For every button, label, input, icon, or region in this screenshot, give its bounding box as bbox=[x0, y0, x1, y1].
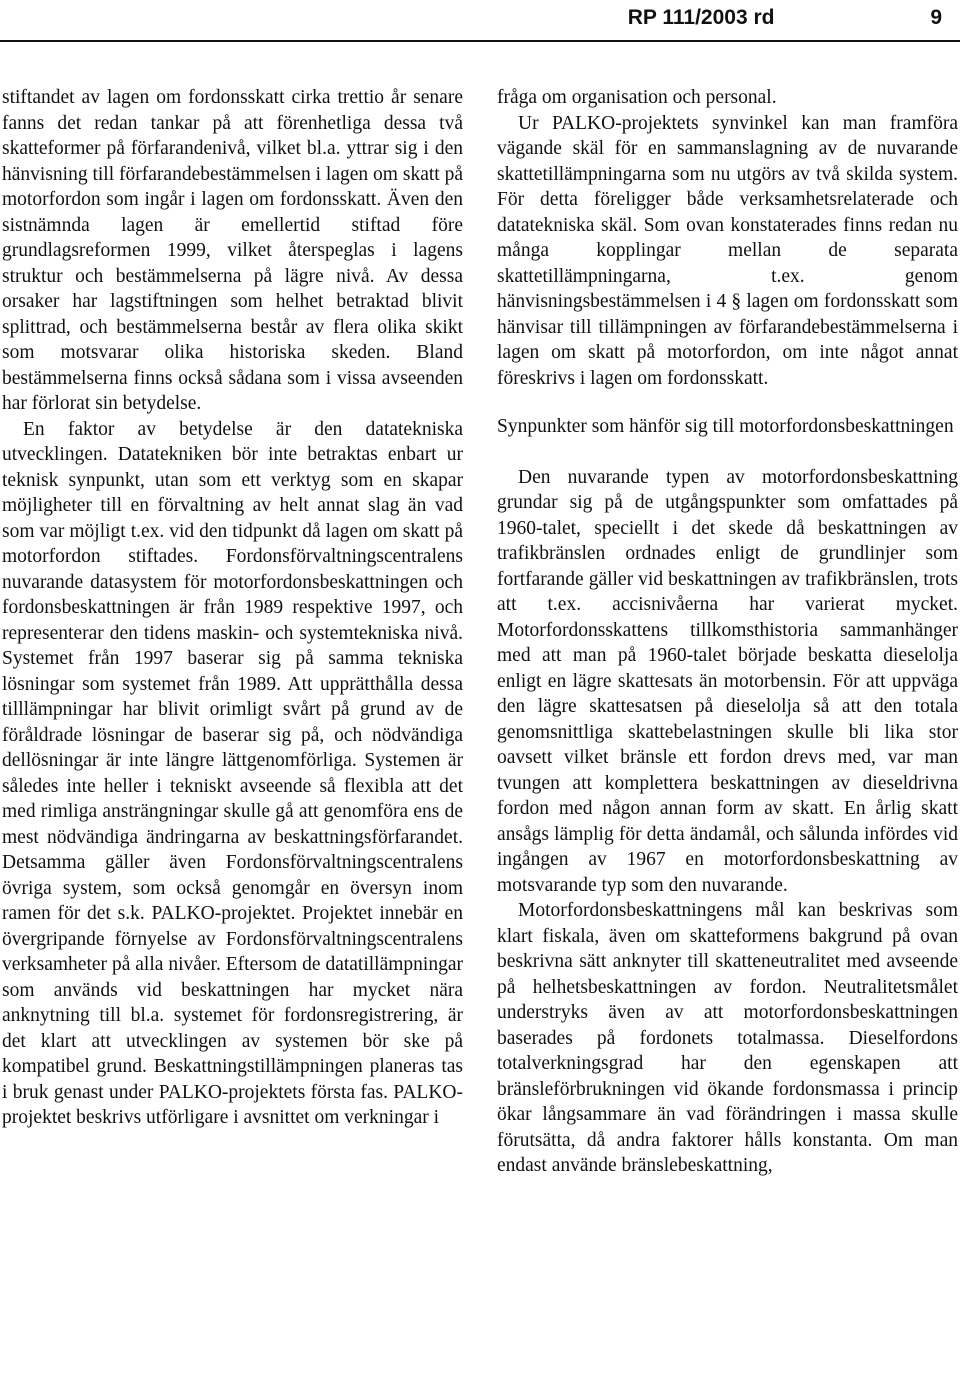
right-column bbox=[497, 85, 958, 1179]
page-number: 9 bbox=[930, 6, 942, 29]
body-paragraph: fråga om organisation och personal. bbox=[497, 87, 777, 108]
header-divider bbox=[0, 40, 960, 42]
document-id: RP 111/2003 rd bbox=[627, 6, 775, 29]
body-paragraph: En faktor av betydelse är den datatekniska utvecklingen. Datatekniken bör inte betraktas enbart ur teknisk synpunkt, utan som ett verktyg som en skapar möjligheter till en förvaltning av helt annat slag än vad som var möjligt t.ex. vid den tidpunkt då lagen om skatt på motorfordon stiftades. Fordonsförvaltningscentralens nuvarande datasystem för motorfordonsbeskattningen och fordonsbeskattningen är från 1989 respektive 1997, och representerar den tidens maskin- och systemtekniska nivå. Systemet från 1997 baserar sig på samma tekniska lösningar som systemet från 1989. Att upprätthålla dessa tilllämpningar har blivit orimligt svårt på grund av de föråldrade lösningar de baserar sig på, och nödvändiga dellösningar är inte längre lättgenomförliga. Systemen är således inte heller i tekniskt avseende så flexibla att det med rimliga ansträngningar skulle gå att genomföra ens de mest nödvändiga ändringarna av beskattningsförfarandet. Detsamma gäller även Fordonsförvaltningscentralens övriga system, som också genomgår en översyn inom ramen för det s.k. PALKO-projektet. Projektet innebär en övergripande förnyelse av Fordonsförvaltningscentralens verksamheter på alla nivåer. Eftersom de datatillämpningar som används vid beskattningen har mycket nära anknytning till bl.a. systemet för fordonsregistrering, är det klart att utvecklingen av systemen bör ske på kompatibel grund. Beskattningstillämpningen planeras tas i bruk genast under PALKO-projektets första fas. PALKO-projektet beskrivs utförligare i avsnittet om verkningar i bbox=[2, 418, 463, 1128]
body-paragraph: Ur PALKO-projektets synvinkel kan man framföra vägande skäl för en sammanslagning av de nuvarande skattetillämpningarna som nu utgörs av två skilda system. För detta föreligger både verksamhetsrelaterade och datatekniska skäl. Som ovan konstaterades finns redan nu många kopplingar mellan de separata skattetillämpningarna, t.ex. genom hänvisningsbestämmelsen i 4 § lagen om fordonsskatt som hänvisar till tillämpningen av förfarandebestämmelserna i lagen om skatt på motorfordon, om inte något annat föreskrivs i lagen om fordonsskatt. bbox=[497, 112, 958, 389]
body-paragraph: Den nuvarande typen av motorfordonsbeskattning grundar sig på de utgångspunkter som omfattades på 1960-talet, speciellt i det skede då beskattningen av trafikbränslen ordnades enligt de grundlinjer som fortfarande gäller vid beskattningen av trafikbränslen, trots att t.ex. accisnivåerna har varierat mycket. Motorfordonsskattens tillkomsthistoria sammanhänger med att man på 1960-talet började beskatta dieselolja enligt en lägre skattesats än motorbensin. För att uppväga den lägre skattesatsen på dieselolja så att den totala genomsnittliga skattebelastningen skulle bli lika stor oavsett vilket bränsle ett fordon drevs med, var man tvungen att komplettera beskattningen av dieseldrivna fordon med någon annan form av skatt. En årlig skatt ansågs lämplig för detta ändamål, och sålunda infördes vid ingången av 1967 en motorfordonsbeskattning av motsvarande typ som den nuvarande. bbox=[497, 466, 958, 896]
body-paragraph: Motorfordonsbeskattningens mål kan beskrivas som klart fiskala, även om skatteformens bakgrund på ovan beskrivna sätt anknyter till skatteneutralitet med avseende på helhetsbeskattningen av fordon. Neutralitetsmålet understryks även av att motorfordonsbeskattningen baserades på fordonets totalmassa. Dieselfordons totalverkningsgrad har den egenskapen att bränsleförbrukningen vid ökande fordonsmassa i princip ökar långsammare än vad förändringen i massa skulle förutsätta, då andra faktorer hålls konstanta. Om man endast använde bränslebeskattning, bbox=[497, 900, 958, 1176]
body-paragraph: stiftandet av lagen om fordonsskatt cirka trettio år senare fanns det redan tankar på att förenhetliga dessa två skatteformer på förfarandenivå, vilket bl.a. yttrar sig i den hänvisning till förfarandebestämmelsen i lagen om skatt på motorfordon som ingår i lagen om fordonsskatt. Även den sistnämnda lagen är emellertid stiftad före grundlagsreformen 1999, vilket återspeglas i lagens struktur och bestämmelserna på lägre nivå. Av dessa orsaker har lagstiftningen som helhet betraktad blivit splittrad, och bestämmelserna består av flera olika skikt som motsvarar olika historiska skeden. Bland bestämmelserna finns också sådana som i vissa avseenden har förlorat sin betydelse. bbox=[2, 87, 463, 414]
section-heading: Synpunkter som hänför sig till motorfordonsbeskattningen bbox=[497, 416, 954, 437]
left-column bbox=[2, 85, 463, 1131]
running-header bbox=[628, 6, 942, 30]
